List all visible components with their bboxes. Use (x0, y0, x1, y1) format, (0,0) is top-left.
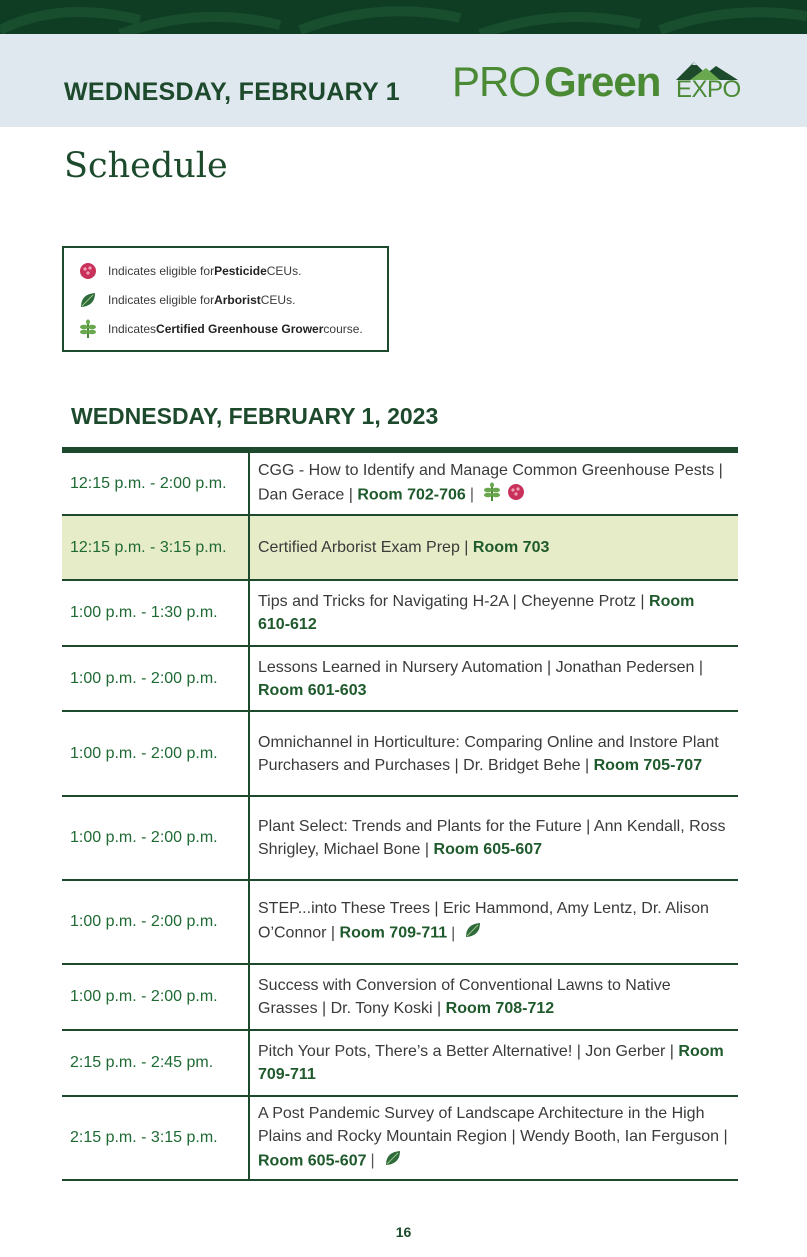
logo-expo-text: EXPO (676, 76, 741, 103)
session-description-cell (258, 453, 730, 514)
legend-prefix: Indicates eligible for (108, 293, 215, 307)
session-description: Certified Arborist Exam Prep | (258, 539, 469, 556)
session-description: Success with Conversion of Conventional Lawns to Native Grasses | Dr. Tony Koski | (258, 977, 671, 1017)
session-description: Tips and Tricks for Navigating H-2A | Cheyenne Protz | (258, 593, 645, 610)
page-number: 16 (395, 1224, 412, 1240)
session-description: STEP...into These Trees | Eric Hammond, Amy Lentz, Dr. Alison O’Connor | (258, 900, 709, 942)
column-divider (248, 797, 250, 881)
column-divider (248, 453, 250, 516)
column-divider (248, 1097, 250, 1181)
leaf-pattern-decoration (0, 0, 807, 34)
session-time: 1:00 p.m. - 2:00 p.m. (70, 669, 218, 687)
arborist-leaf-icon (78, 290, 98, 310)
greenhouse-plant-icon (78, 319, 98, 339)
session-time: 1:00 p.m. - 2:00 p.m. (70, 988, 218, 1005)
session-room: Room 605-607 (258, 1152, 367, 1170)
column-divider (248, 516, 250, 581)
column-divider (248, 1031, 250, 1097)
column-divider (248, 712, 250, 797)
schedule-row (62, 797, 738, 881)
schedule-row (62, 1031, 738, 1097)
session-time: 12:15 p.m. - 3:15 p.m. (70, 538, 227, 556)
schedule-row (62, 516, 738, 581)
schedule-row (62, 965, 738, 1031)
column-divider (248, 581, 250, 647)
session-description-cell (258, 647, 730, 710)
session-time: 2:15 p.m. - 3:15 p.m. (70, 1129, 218, 1146)
arborist-leaf-icon (383, 1148, 403, 1175)
pesticide-icon (78, 261, 98, 281)
session-description-cell (258, 516, 730, 579)
progreen-expo-logo (452, 56, 742, 106)
page-title: Schedule (64, 146, 228, 186)
column-divider (248, 881, 250, 965)
session-room: Room 702-706 (357, 486, 466, 504)
session-description: Pitch Your Pots, There’s a Better Alternative! | Jon Gerber | (258, 1043, 674, 1060)
separator: | (469, 486, 474, 504)
session-description: Omnichannel in Horticulture: Comparing Online and Instore Plant Purchasers and Purchases | Dr. Bridget Behe | (258, 733, 719, 774)
schedule-row (62, 881, 738, 965)
legend-prefix: Indicates (108, 322, 157, 336)
logo-pro-text: PRO (452, 58, 541, 105)
greenhouse-plant-icon (482, 482, 502, 509)
session-description: Plant Select: Trends and Plants for the Future | Ann Kendall, Ross Shrigley, Michael Bone | (258, 818, 726, 858)
session-description-cell (258, 797, 730, 879)
legend-item-pesticide (78, 260, 301, 282)
session-description-cell (258, 1097, 730, 1179)
separator: | (451, 924, 456, 942)
legend-prefix: Indicates eligible for (108, 264, 215, 278)
session-description-cell (258, 712, 730, 795)
pesticide-icon (506, 482, 526, 509)
session-time: 2:15 p.m. - 2:45 pm. (70, 1054, 214, 1071)
arborist-leaf-icon (463, 920, 483, 947)
session-description-cell (258, 881, 730, 963)
top-decorative-bar (0, 0, 807, 34)
session-description-cell (258, 581, 730, 645)
session-room: Room 709-711 (258, 1043, 724, 1083)
session-time: 1:00 p.m. - 2:00 p.m. (70, 829, 218, 846)
schedule-row (62, 1097, 738, 1181)
session-time: 1:00 p.m. - 1:30 p.m. (70, 604, 218, 621)
legend-suffix: CEUs. (266, 264, 302, 278)
session-room: Room 708-712 (445, 1000, 555, 1017)
date-heading: WEDNESDAY, FEBRUARY 1, 2023 (71, 403, 439, 429)
day-title: WEDNESDAY, FEBRUARY 1 (64, 78, 400, 106)
schedule-row (62, 581, 738, 647)
session-time: 1:00 p.m. - 2:00 p.m. (70, 744, 218, 762)
legend-box (62, 246, 389, 352)
schedule-row (62, 453, 738, 516)
separator: | (370, 1152, 375, 1170)
legend-suffix: CEUs. (260, 293, 296, 307)
session-description: A Post Pandemic Survey of Landscape Architecture in the High Plains and Rocky Mountain Region | Wendy Booth, Ian Ferguson | (258, 1104, 728, 1145)
schedule-row (62, 647, 738, 712)
legend-suffix: course. (323, 322, 363, 336)
session-description: CGG - How to Identify and Manage Common Greenhouse Pests | Dan Gerace | (258, 461, 723, 504)
column-divider (248, 965, 250, 1031)
session-description-cell (258, 1031, 730, 1095)
session-room: Room 703 (472, 539, 550, 556)
column-divider (248, 647, 250, 712)
legend-bold: Pesticide (214, 264, 267, 278)
logo-green-text: Green (544, 58, 661, 105)
session-room: Room 705-707 (593, 756, 703, 774)
session-room: Room 605-607 (433, 841, 543, 858)
session-time: 12:15 p.m. - 2:00 p.m. (70, 474, 227, 492)
legend-bold: Arborist (214, 293, 261, 307)
session-time: 1:00 p.m. - 2:00 p.m. (70, 913, 218, 930)
schedule-row (62, 712, 738, 797)
session-room: Room 709-711 (339, 924, 448, 942)
session-description: Lessons Learned in Nursery Automation | Jonathan Pedersen | (258, 658, 704, 676)
legend-item-greenhouse (78, 318, 363, 340)
session-room: Room 610-612 (258, 593, 695, 633)
legend-item-arborist (78, 289, 295, 311)
session-room: Room 601-603 (258, 681, 367, 699)
session-description-cell (258, 965, 730, 1029)
legend-bold: Certified Greenhouse Grower (156, 322, 324, 336)
